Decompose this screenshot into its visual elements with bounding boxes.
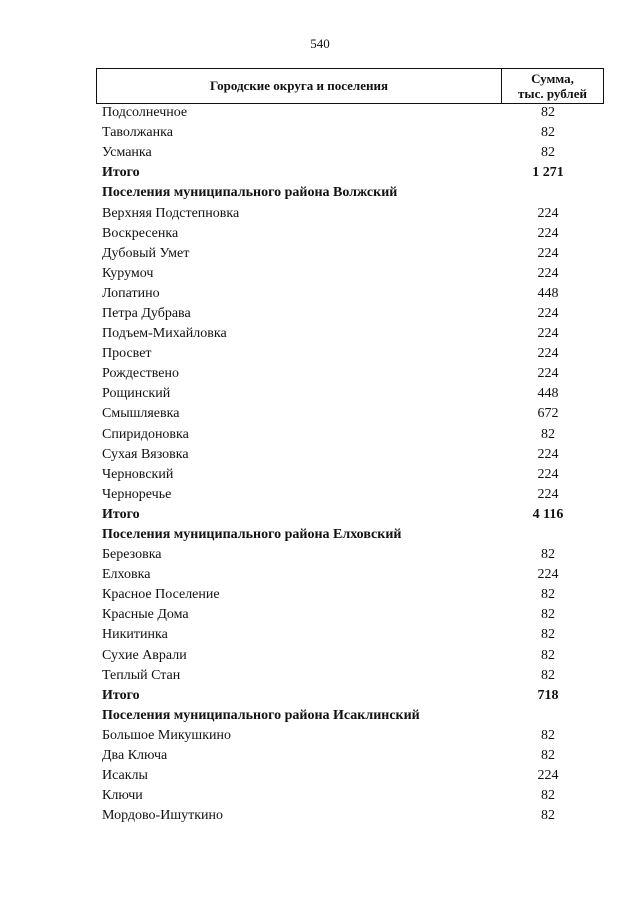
row-name: Воскресенка — [102, 225, 179, 241]
row-value: 82 — [541, 748, 555, 764]
row-value: 82 — [541, 145, 555, 161]
row-value: 1 271 — [532, 165, 564, 181]
row-value: 224 — [537, 567, 559, 583]
row-value: 224 — [537, 265, 559, 281]
row-name: Дубовый Умет — [102, 245, 190, 261]
row-name: Мордово-Ишуткино — [102, 808, 224, 824]
row-name: Исаклы — [102, 768, 148, 784]
table-row — [96, 304, 604, 324]
table-row — [96, 766, 604, 786]
row-name: Сухие Аврали — [102, 647, 187, 663]
table-row — [96, 425, 604, 445]
table-row — [96, 545, 604, 565]
total-row — [96, 686, 604, 706]
row-name: Березовка — [102, 547, 162, 563]
row-name: Поселения муниципального района Елховский — [102, 527, 402, 543]
table-row — [96, 485, 604, 505]
row-name: Красные Дома — [102, 607, 189, 623]
row-name: Ключи — [102, 788, 143, 804]
table-row — [96, 224, 604, 244]
row-value: 82 — [541, 727, 555, 743]
row-value: 224 — [537, 466, 559, 482]
row-value: 718 — [537, 687, 559, 703]
section-row — [96, 183, 604, 203]
table-row — [96, 585, 604, 605]
row-name: Смышляевка — [102, 406, 180, 422]
row-name: Итого — [102, 506, 140, 522]
header-sum-column — [502, 69, 603, 103]
row-value: 224 — [537, 245, 559, 261]
total-row — [96, 505, 604, 525]
row-name: Курумоч — [102, 265, 154, 281]
row-value: 448 — [537, 386, 559, 402]
table-row — [96, 244, 604, 264]
row-name: Рощинский — [102, 386, 171, 402]
row-value: 224 — [537, 768, 559, 784]
row-value: 82 — [541, 125, 555, 141]
header-name-column: Городские округа и поселения — [97, 69, 502, 103]
row-name: Усманка — [102, 145, 152, 161]
row-name: Рождествено — [102, 366, 180, 382]
table-row — [96, 384, 604, 404]
row-value: 224 — [537, 305, 559, 321]
section-row — [96, 706, 604, 726]
row-value: 4 116 — [532, 506, 564, 522]
table-row — [96, 445, 604, 465]
row-value: 82 — [541, 105, 555, 121]
table-row — [96, 565, 604, 585]
row-value: 224 — [537, 346, 559, 362]
table-row — [96, 625, 604, 645]
row-value: 224 — [537, 326, 559, 342]
row-value: 82 — [541, 547, 555, 563]
row-value: 82 — [541, 788, 555, 804]
table-row — [96, 465, 604, 485]
row-name: Подсолнечное — [102, 105, 188, 121]
table-row — [96, 324, 604, 344]
row-value: 224 — [537, 446, 559, 462]
table-row — [96, 746, 604, 766]
table-header — [96, 68, 604, 104]
row-value: 82 — [541, 808, 555, 824]
row-name: Поселения муниципального района Исаклинский — [102, 707, 420, 723]
row-value: 224 — [537, 225, 559, 241]
row-name: Большое Микушкино — [102, 727, 232, 743]
table-row — [96, 203, 604, 223]
row-name: Верхняя Подстепновка — [102, 205, 240, 221]
table-row — [96, 806, 604, 826]
table-row — [96, 143, 604, 163]
row-name: Поселения муниципального района Волжский — [102, 185, 398, 201]
row-name: Подъем-Михайловка — [102, 326, 227, 342]
table-row — [96, 364, 604, 384]
row-name: Никитинка — [102, 627, 168, 643]
table-body — [96, 103, 604, 826]
row-name: Итого — [102, 165, 140, 181]
row-name: Спиридоновка — [102, 426, 189, 442]
header-sum-label-2: тыс. рублей — [518, 86, 587, 101]
row-name: Сухая Вязовка — [102, 446, 189, 462]
row-name: Таволжанка — [102, 125, 173, 141]
row-name: Черноречье — [102, 486, 172, 502]
table-row — [96, 786, 604, 806]
row-value: 82 — [541, 587, 555, 603]
row-value: 448 — [537, 285, 559, 301]
total-row — [96, 163, 604, 183]
row-value: 82 — [541, 426, 555, 442]
table-row — [96, 264, 604, 284]
row-name: Черновский — [102, 466, 174, 482]
row-value: 82 — [541, 647, 555, 663]
row-value: 82 — [541, 667, 555, 683]
row-name: Лопатино — [102, 285, 160, 301]
table-row — [96, 404, 604, 424]
row-name: Просвет — [102, 346, 152, 362]
row-value: 224 — [537, 486, 559, 502]
table-row — [96, 605, 604, 625]
row-value: 82 — [541, 627, 555, 643]
row-name: Петра Дубрава — [102, 305, 191, 321]
row-value: 224 — [537, 205, 559, 221]
row-name: Теплый Стан — [102, 667, 181, 683]
header-sum-label-1: Сумма, — [531, 71, 574, 86]
table-row — [96, 123, 604, 143]
table-row — [96, 726, 604, 746]
page-number: 540 — [310, 36, 330, 51]
row-name: Красное Поселение — [102, 587, 220, 603]
row-value: 82 — [541, 607, 555, 623]
row-value: 672 — [537, 406, 559, 422]
row-name: Итого — [102, 687, 140, 703]
section-row — [96, 525, 604, 545]
row-name: Елховка — [102, 567, 151, 583]
table-row — [96, 284, 604, 304]
table-row — [96, 666, 604, 686]
table-row — [96, 646, 604, 666]
table-row — [96, 103, 604, 123]
table-row — [96, 344, 604, 364]
row-name: Два Ключа — [102, 748, 168, 764]
row-value: 224 — [537, 366, 559, 382]
